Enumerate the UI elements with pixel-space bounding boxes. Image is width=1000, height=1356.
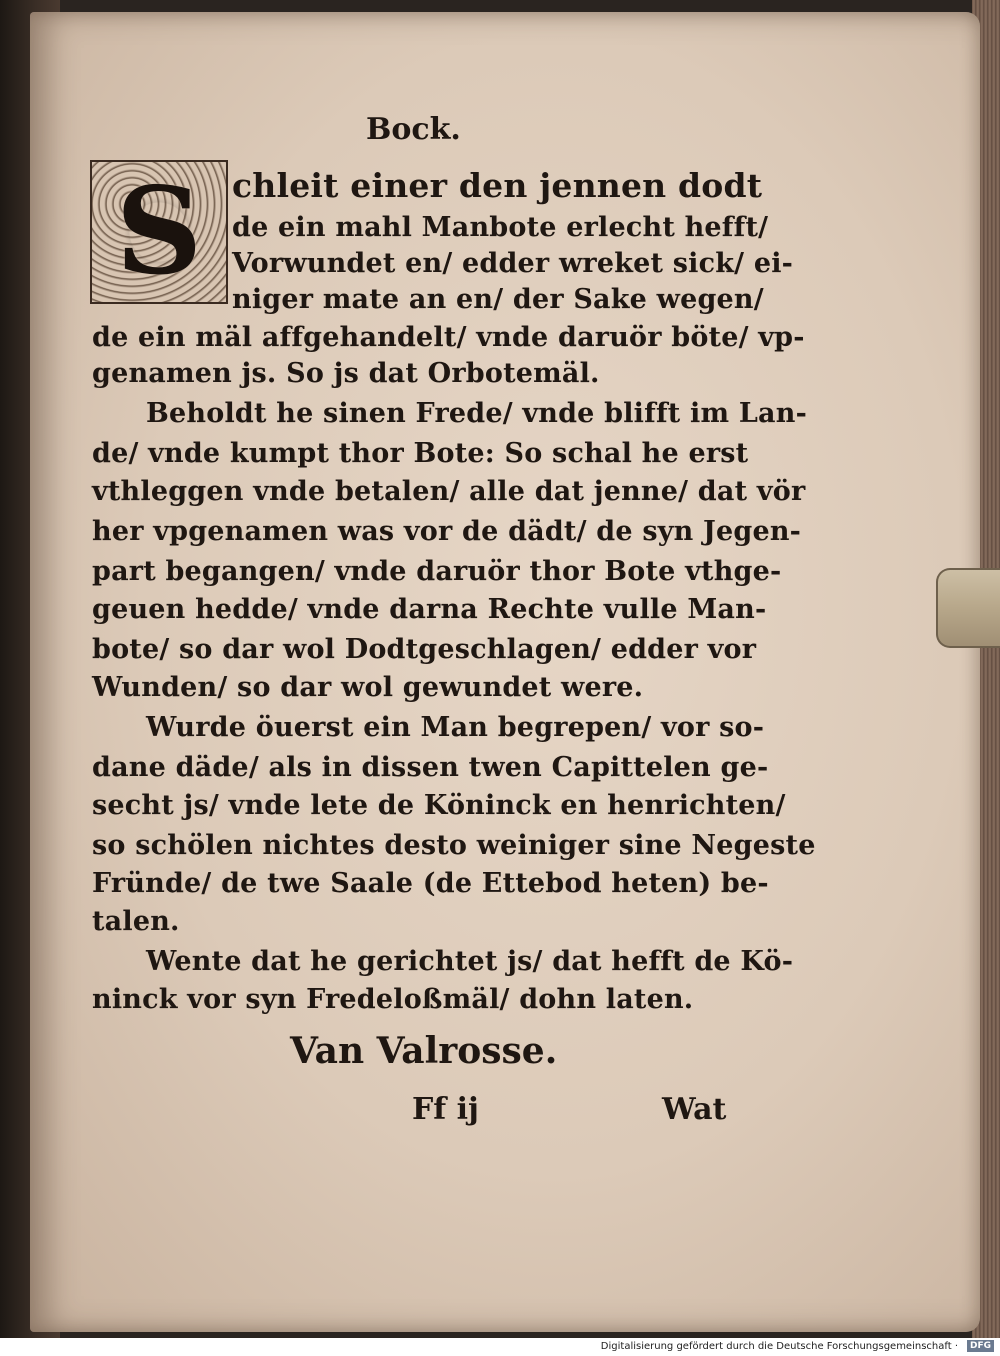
text-line-16: dane däde/ als in dissen twen Capittelen ge- <box>92 752 769 783</box>
text-line-6: genamen js. So js dat Orbotemäl. <box>92 358 600 389</box>
text-line-5: de ein mäl affgehandelt/ vnde daruör böte/ vp- <box>92 322 805 353</box>
initial-letter: S <box>115 161 203 302</box>
text-line-21: Wente dat he gerichtet js/ dat hefft de Kö- <box>146 946 794 977</box>
text-line-7: Beholdt he sinen Frede/ vnde blifft im Lan- <box>146 398 807 429</box>
text-line-2: de ein mahl Manbote erlecht hefft/ <box>232 212 769 243</box>
text-line-12: geuen hedde/ vnde darna Rechte vulle Man- <box>92 594 767 625</box>
text-line-9: vthleggen vnde betalen/ alle dat jenne/ dat vör <box>92 476 806 507</box>
text-line-3: Vorwundet en/ edder wreket sick/ ei- <box>232 248 794 279</box>
footer-credit: Digitalisierung gefördert durch die Deutsche Forschungsgemeinschaft · <box>600 1341 958 1352</box>
text-line-1: chleit einer den jennen dodt <box>232 166 763 205</box>
dfg-logo: DFG <box>967 1340 994 1352</box>
text-line-15: Wurde öuerst ein Man begrepen/ vor so- <box>146 712 765 743</box>
signature-mark: Ff ij <box>412 1092 479 1127</box>
text-line-11: part begangen/ vnde daruör thor Bote vthge- <box>92 556 782 587</box>
book-clasp <box>936 568 1000 648</box>
text-line-13: bote/ so dar wol Dodtgeschlagen/ edder vor <box>92 634 757 665</box>
text-line-18: so schölen nichtes desto weiniger sine Negeste <box>92 830 816 861</box>
text-line-4: niger mate an en/ der Sake wegen/ <box>232 284 764 315</box>
text-line-22: ninck vor syn Fredeloßmäl/ dohn laten. <box>92 984 694 1015</box>
text-line-19: Fründe/ de twe Saale (de Ettebod heten) be- <box>92 868 769 899</box>
header-catchword: Bock. <box>366 112 461 147</box>
text-line-8: de/ vnde kumpt thor Bote: So schal he erst <box>92 438 749 469</box>
text-line-17: secht js/ vnde lete de Köninck en henrichten/ <box>92 790 786 821</box>
text-line-14: Wunden/ so dar wol gewundet were. <box>92 672 644 703</box>
text-line-20: talen. <box>92 906 180 937</box>
text-line-10: her vpgenamen was vor de dädt/ de syn Jegen- <box>92 516 802 547</box>
section-heading: Van Valrosse. <box>290 1030 558 1072</box>
catchword: Wat <box>662 1092 727 1127</box>
decorated-initial <box>90 160 228 304</box>
